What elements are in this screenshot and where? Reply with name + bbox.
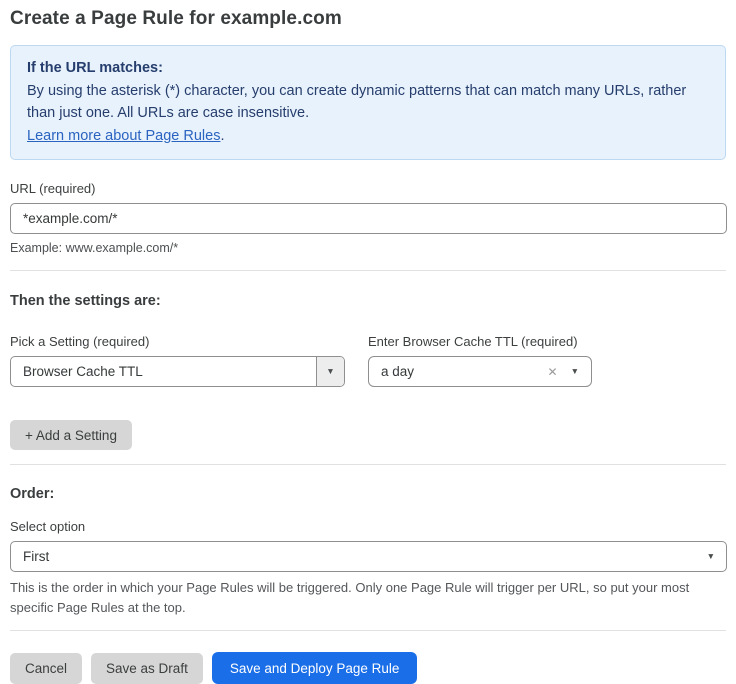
- chevron-down-icon: ▼: [326, 366, 335, 377]
- info-box-link-line: [27, 125, 709, 148]
- save-and-deploy-button[interactable]: Save and Deploy Page Rule: [212, 652, 418, 684]
- order-section-heading: Order:: [10, 486, 55, 502]
- page-title: Create a Page Rule for example.com: [10, 8, 342, 29]
- divider: [10, 464, 726, 465]
- settings-row: [10, 334, 726, 387]
- order-select-value: First: [23, 549, 50, 564]
- footer-actions: [10, 652, 726, 684]
- url-field-label: URL (required): [10, 181, 96, 196]
- learn-more-link[interactable]: Learn more about Page Rules: [27, 127, 221, 144]
- save-as-draft-button[interactable]: Save as Draft: [91, 653, 203, 684]
- ttl-picker-label: Enter Browser Cache TTL (required): [368, 334, 578, 349]
- chevron-down-icon: ▼: [706, 551, 715, 562]
- add-setting-button[interactable]: + Add a Setting: [10, 420, 132, 450]
- clear-icon[interactable]: ✕: [547, 364, 558, 379]
- setting-picker-select[interactable]: [10, 356, 345, 387]
- setting-picker-arrow-segment[interactable]: [316, 357, 344, 386]
- link-period: .: [220, 127, 225, 144]
- order-select[interactable]: [10, 541, 727, 572]
- cancel-button[interactable]: Cancel: [10, 653, 82, 684]
- chevron-down-icon: ▼: [570, 366, 579, 377]
- divider: [10, 630, 726, 631]
- order-select-label: Select option: [10, 519, 86, 534]
- setting-picker-value: Browser Cache TTL: [23, 364, 143, 379]
- settings-section-heading: Then the settings are:: [10, 293, 161, 309]
- order-helper-text: This is the order in which your Page Rules will be triggered. Only one Page Rule will trigger per URL, so put your most specific Page Rules at the top.: [10, 580, 690, 615]
- ttl-picker-value: a day: [381, 364, 415, 379]
- url-example-text: Example: www.example.com/*: [10, 241, 179, 255]
- url-matches-info-box: [10, 45, 726, 160]
- divider: [10, 270, 726, 271]
- setting-picker-column: [10, 334, 345, 387]
- setting-picker-label: Pick a Setting (required): [10, 334, 150, 349]
- url-input[interactable]: [10, 203, 727, 234]
- info-box-heading: If the URL matches:: [27, 60, 163, 76]
- ttl-picker-select[interactable]: [368, 356, 592, 387]
- info-box-body: By using the asterisk (*) character, you can create dynamic patterns that can match many URLs, rather than just one. All URLs are case insensitive.: [27, 82, 687, 121]
- ttl-picker-column: [368, 334, 592, 387]
